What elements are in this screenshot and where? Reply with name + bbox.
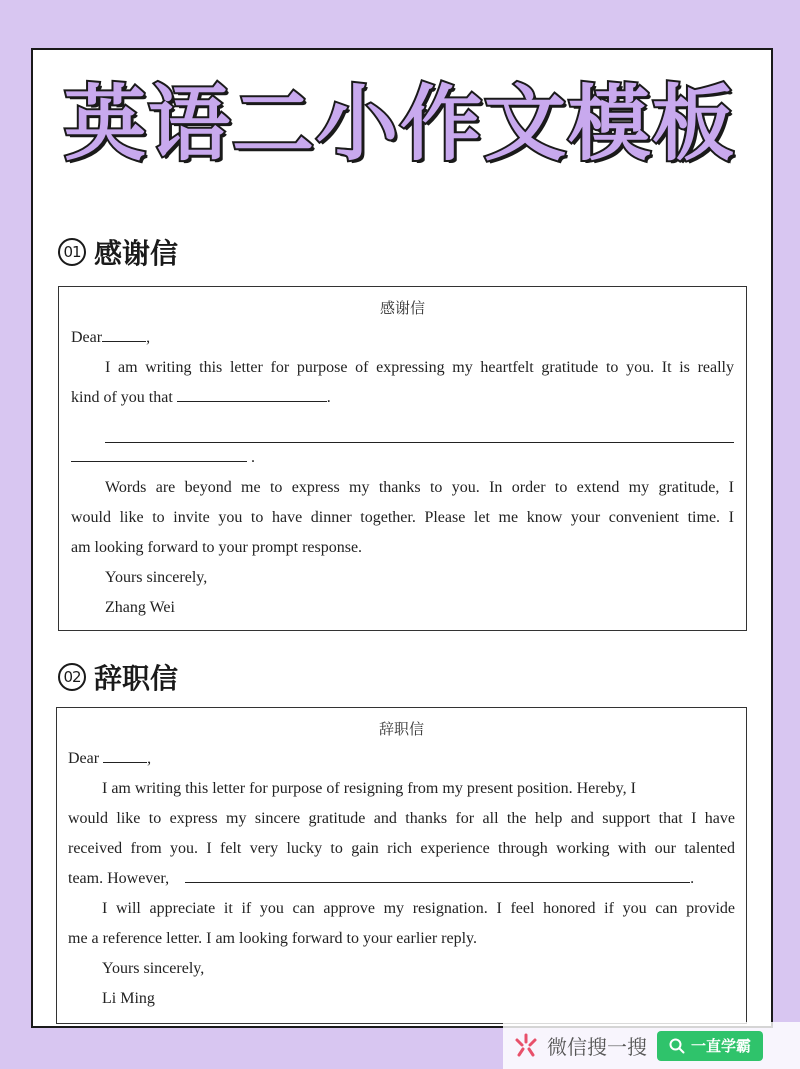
paragraph-line: me a reference letter. I am looking forward to your earlier reply.	[68, 930, 477, 947]
page-title: 英语二小作文模板	[63, 77, 736, 172]
paragraph-line: would like to invite you to have dinner together. Please let me know your convenient time. I	[71, 509, 734, 526]
salutation: Dear ,	[71, 323, 734, 353]
search-button[interactable]	[657, 1031, 763, 1061]
paragraph-line: team. However, .	[68, 864, 735, 894]
fill-blank	[102, 323, 146, 342]
search-icon	[669, 1038, 685, 1054]
closing: Yours sincerely,	[105, 569, 208, 586]
section-header-resignation	[58, 657, 178, 697]
search-text: 一直学霸	[691, 1037, 752, 1055]
paragraph-line: am looking forward to your prompt response.	[71, 539, 363, 556]
section-number: 01	[58, 238, 86, 266]
paragraph-line: received from you. I felt very lucky to gain rich experience through working with our talented	[68, 840, 735, 857]
letter-box-resignation	[56, 707, 747, 1024]
paragraph-line: .	[71, 443, 734, 473]
section-title: 辞职信	[94, 662, 179, 695]
closing: Yours sincerely,	[102, 960, 205, 977]
fill-blank	[177, 383, 327, 402]
paragraph-line: kind of you that .	[71, 383, 734, 413]
paragraph-line: I am writing this letter for purpose of expressing my heartfelt gratitude to you. It is really	[105, 359, 734, 376]
letter-box-thanks	[58, 286, 747, 631]
section-number: 02	[58, 663, 86, 691]
section-title: 感谢信	[94, 237, 179, 270]
paragraph-line: I will appreciate it if you can approve my resignation. I feel honored if you can provide	[102, 900, 735, 917]
fill-blank-line	[105, 413, 734, 443]
signature: Li Ming	[102, 990, 155, 1007]
letter-title: 感谢信	[379, 299, 425, 317]
fill-blank	[103, 744, 147, 763]
paragraph-line: I am writing this letter for purpose of resigning from my present position. Hereby, I	[102, 780, 636, 797]
fill-blank	[71, 443, 247, 462]
section-header-thanks	[58, 232, 178, 272]
wechat-search-brand: 微信搜一搜	[547, 1035, 647, 1059]
wechat-search-watermark[interactable]	[503, 1022, 800, 1069]
wechat-search-logo-icon	[511, 1031, 541, 1061]
letter-title: 辞职信	[378, 720, 424, 738]
salutation: Dear ,	[68, 744, 735, 774]
paragraph-line: would like to express my sincere gratitude and thanks for all the help and support that I have	[68, 810, 735, 827]
paragraph-line: Words are beyond me to express my thanks to you. In order to extend my gratitude, I	[105, 479, 734, 496]
signature: Zhang Wei	[105, 599, 175, 616]
fill-blank	[185, 864, 690, 883]
